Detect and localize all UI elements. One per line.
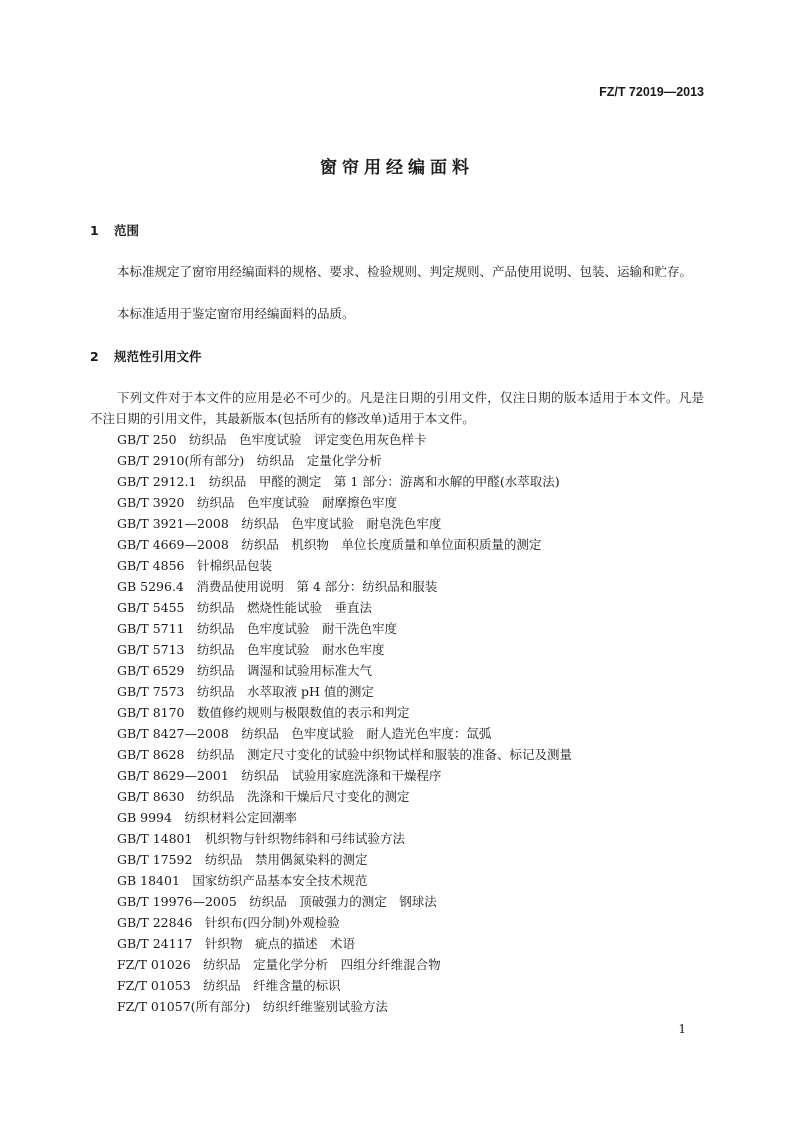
reference-item: GB/T 8427—2008 纺织品 色牢度试验 耐人造光色牢度：氙弧 <box>117 726 492 741</box>
section-1-title: 范围 <box>114 223 140 238</box>
reference-item: GB/T 250 纺织品 色牢度试验 评定变色用灰色样卡 <box>117 432 427 447</box>
reference-item: GB/T 22846 针织布(四分制)外观检验 <box>117 915 340 930</box>
reference-item: GB/T 14801 机织物与针织物纬斜和弓纬试验方法 <box>117 831 405 846</box>
reference-item: GB/T 17592 纺织品 禁用偶氮染料的测定 <box>117 852 368 867</box>
reference-item: GB/T 6529 纺织品 调湿和试验用标准大气 <box>117 663 373 678</box>
references-intro: 下列文件对于本文件的应用是必不可少的。凡是注日期的引用文件，仅注日期的版本适用于本文件。凡是不注日期的引用文件，其最新版本(包括所有的修改单)适用于本文件。 <box>90 390 704 426</box>
reference-item: GB/T 5711 纺织品 色牢度试验 耐干洗色牢度 <box>117 621 398 636</box>
reference-item: GB/T 2912.1 纺织品 甲醛的测定 第 1 部分：游离和水解的甲醛(水萃取法) <box>117 474 560 489</box>
reference-item: GB/T 8630 纺织品 洗涤和干燥后尺寸变化的测定 <box>117 789 410 804</box>
reference-item: GB/T 5455 纺织品 燃烧性能试验 垂直法 <box>117 600 373 615</box>
reference-item: GB/T 3921—2008 纺织品 色牢度试验 耐皂洗色牢度 <box>117 516 442 531</box>
section-2-heading <box>90 347 202 365</box>
standard-number: FZ/T 72019—2013 <box>599 85 704 99</box>
reference-item: FZ/T 01057(所有部分) 纺织纤维鉴别试验方法 <box>117 999 388 1014</box>
page-number: 1 <box>678 1022 686 1036</box>
reference-item: GB/T 3920 纺织品 色牢度试验 耐摩擦色牢度 <box>117 495 398 510</box>
section-2-number: 2 <box>90 349 99 364</box>
reference-item: GB/T 5713 纺织品 色牢度试验 耐水色牢度 <box>117 642 385 657</box>
reference-item: FZ/T 01053 纺织品 纤维含量的标识 <box>117 978 341 993</box>
reference-item: GB/T 8170 数值修约规则与极限数值的表示和判定 <box>117 705 410 720</box>
reference-item: GB 5296.4 消费品使用说明 第 4 部分：纺织品和服装 <box>117 579 438 594</box>
reference-item: GB 9994 纺织材料公定回潮率 <box>117 810 297 825</box>
reference-item: GB 18401 国家纺织产品基本安全技术规范 <box>117 873 368 888</box>
reference-item: GB/T 19976—2005 纺织品 顶破强力的测定 钢球法 <box>117 894 437 909</box>
reference-item: FZ/T 01026 纺织品 定量化学分析 四组分纤维混合物 <box>117 957 441 972</box>
reference-item: GB/T 8629—2001 纺织品 试验用家庭洗涤和干燥程序 <box>117 768 442 783</box>
section-1-heading <box>90 221 139 239</box>
reference-item: GB/T 2910(所有部分) 纺织品 定量化学分析 <box>117 453 382 468</box>
reference-item: GB/T 7573 纺织品 水萃取液 pH 值的测定 <box>117 684 374 699</box>
section-1-number: 1 <box>90 223 99 238</box>
reference-item: GB/T 8628 纺织品 测定尺寸变化的试验中织物试样和服装的准备、标记及测量 <box>117 747 573 762</box>
reference-item: GB/T 24117 针织物 疵点的描述 术语 <box>117 936 355 951</box>
scope-paragraph-1: 本标准规定了窗帘用经编面料的规格、要求、检验规则、判定规则、产品使用说明、包装、运输和贮存。 <box>117 264 693 279</box>
reference-list <box>117 429 572 1017</box>
reference-item: GB/T 4856 针棉织品包装 <box>117 558 273 573</box>
document-title: 窗帘用经编面料 <box>320 158 474 178</box>
reference-item: GB/T 4669—2008 纺织品 机织物 单位长度质量和单位面积质量的测定 <box>117 537 542 552</box>
scope-paragraph-2: 本标准适用于鉴定窗帘用经编面料的品质。 <box>117 306 355 321</box>
section-2-title: 规范性引用文件 <box>114 349 202 364</box>
